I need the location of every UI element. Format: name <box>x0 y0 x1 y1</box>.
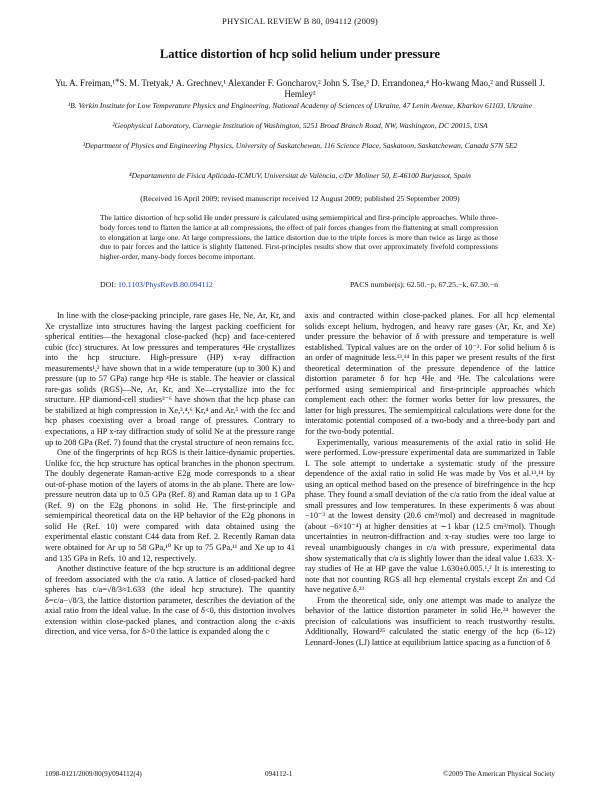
paragraph: Another distinctive feature of the hcp structure is an additional degree of freedom associated with the c/a ratio. A lattice of closed-packed hard spheres has c/a=√8/3≈1.633 (the ideal hcp structure). The quantity δ=c/a−√8/3, the lattice distortion parameter, describes the deviation of the axial ratio from the ideal value. In the case of δ<0, this distortion involves extension within close-packed planes, and contraction along the c-axis direction, and vice versa, for δ>0 the lattice is expanded along the c <box>45 564 295 637</box>
paragraph: Experimentally, various measurements of the axial ratio in solid He were performed. Low-pressure experimental data are summarized in Table I. The sole attempt to undertake a systematic study of the pressure dependence of the axial ratio in solid He was made by Vos et al.¹³,¹⁴ by using an optical method based on the presence of birefringence in the hcp phase. They found a small deviation of the c/a ratio from the ideal value at small pressures and low temperatures. In these experiments δ was about −10⁻³ at the lowest density (20.6 cm³/mol) and decreased in magnitude (about −6×10⁻⁴) at higher densities at ∼1 kbar (12.5 cm³/mol). Though uncertainties in neutron-diffraction and x-ray studies were too large to reveal unambiguously changes in c/a with pressure, experimental data show systematically that c/a is slightly lower than the ideal value 1.633. X-ray studies of He at HP gave the value 1.630±0.005.¹,² It is interesting to note that not counting RGS all hcp elemental crystals except Zn and Cd have negative δ.²³ <box>305 437 555 595</box>
affiliation-3: ³Department of Physics and Engineering Physics, University of Saskatchewan, 116 Science Place, Saskatoon, Saskatchewan, Canada S7N 5E2 <box>82 141 518 150</box>
paragraph: One of the fingerprints of hcp RGS is their lattice-dynamic properties. Unlike fcc, the hcp structure has optical branches in the phonon spectrum. The doubly degenerate Raman-active E2g mode corresponds to a shear out-of-phase motion of the layers of atoms in the ab plane. There are low-pressure neutron data up to 0.5 GPa (Ref. 8) and Raman data up to 1 GPa (Ref. 9) on the E2g phonons in solid He. The first-principle and semiempirical theoretical data on the HP behavior of the E2g phonons in solid He (Ref. 10) were compared with data obtained using the experimental elastic constant C44 data from Ref. 2. Recently Raman data were obtained for Ar up to 58 GPa,¹⁰ Kr up to 75 GPa,¹¹ and Xe up to 41 and 135 GPa in Refs. 10 and 12, respectively. <box>45 448 295 563</box>
received-dates: (Received 16 April 2009; revised manuscript received 12 August 2009; published 25 September 2009) <box>140 194 460 203</box>
paragraph: From the theoretical side, only one attempt was made to analyze the behavior of the lattice distortion parameter in solid He,²⁴ however the precision of calculations was insufficient to reach trustworthy results. Additionally, Howard²⁵ calculated the static energy of the hcp (6–12) Lennard-Jones (LJ) lattice at equilibrium lattice spacing as a function of δ <box>305 595 555 647</box>
journal-header: PHYSICAL REVIEW B 80, 094112 (2009) <box>222 16 378 26</box>
doi-link[interactable]: 10.1103/PhysRevB.80.094112 <box>117 280 213 289</box>
affiliation-4: ⁴Departamento de Física Aplicada-ICMUV, Universitat de València, c/Dr Moliner 50, E-46100 Burjassot, Spain <box>129 171 471 180</box>
abstract: The lattice distortion of hcp solid He under pressure is calculated using semiempirical and first-principle approaches. While three-body forces tend to flatten the lattice at all compressions, the effect of pair forces changes from the flattening at small compression to elongation at large one. At large compressions, the lattice distortion due to the triple forces is more than twice as large as those due to pair forces and the lattice is slightly flattened. First-principles results show that over approximately fivefold compressions higher-order, many-body forces become important. <box>100 213 498 262</box>
author-list: Yu. A. Freiman,¹ ⃰ S. M. Tretyak,¹ A. Grechnev,¹ Alexander F. Goncharov,² John S. Tse,³ D. Errandonea,⁴ Ho-kwang Mao,² and Russell J. Hemley² <box>55 78 545 99</box>
paper-title: Lattice distortion of hcp solid helium under pressure <box>159 47 441 61</box>
body-column-left <box>45 311 295 638</box>
body-column-right <box>305 311 555 649</box>
paragraph: axis and contracted within close-packed planes. For all hcp elemental solids except helium, hydrogen, and heavy rare gases (Ar, Kr, and Xe) under pressure the behavior of δ with pressure and temperature is well established. Typical values are on the order of 10⁻². For solid helium δ is an order of magnitude less.¹³,¹⁴ In this paper we present results of the first theoretical determination of the pressure dependence of the lattice distortion parameter δ for hcp ⁴He and ³He. The calculations were performed using semiempirical and first-principle approaches which complement each other: the former works better for low pressures, the latter for high pressures. The semiempirical calculations were done for the interatomic potential composed of a two-body and a three-body part and for the two-body potential. <box>305 311 555 437</box>
footer-issn: 1098-0121/2009/80(9)/094112(4) <box>45 770 142 778</box>
doi-label: DOI: <box>100 280 118 289</box>
doi-pacs-line <box>100 280 498 289</box>
copyright: ©2009 The American Physical Society <box>443 770 555 778</box>
page-number: 094112-1 <box>265 770 293 778</box>
affiliation-2: ²Geophysical Laboratory, Carnegie Institution of Washington, 5251 Broad Branch Road, NW, Washington, DC 20015, USA <box>112 121 488 130</box>
paragraph: In line with the close-packing principle, rare gases He, Ne, Ar, Kr, and Xe crystallize into structures having the largest packing coefficient for spherical entities—the hexagonal close-packed (hcp) and face-centered cubic (fcc) structures. At low pressures and temperatures ⁴He crystallizes into the hcp structure. High-pressure (HP) x-ray diffraction measurements¹,² have shown that in a wide temperature (up to 300 K) and pressure (up to 57 GPa) range hcp ⁴He is stable. The heavier or classical rare-gas solids (RGS)—Ne, Ar, Kr, and Xe—crystallize into the fcc structure. HP diamond-cell studies³⁻⁶ have shown that the hcp phase can be stabilized at high compression in Xe,³,⁴,⁶ Kr,⁴ and Ar,⁵ with the fcc and hcp phases coexisting over a broad range of pressures. Contrary to expectations, a HP x-ray diffraction study of solid Ne at the pressure range up to 208 GPa (Ref. 7) found that the crystal structure of neon remains fcc. <box>45 311 295 447</box>
pacs-numbers: PACS number(s): 62.50.−p, 67.25.−k, 67.30.−n <box>349 280 498 289</box>
affiliation-1: ¹B. Verkin Institute for Low Temperature Physics and Engineering, National Academy of Sciences of Ukraine, 47 Lenin Avenue, Kharkov 61103, Ukraine <box>67 101 533 110</box>
